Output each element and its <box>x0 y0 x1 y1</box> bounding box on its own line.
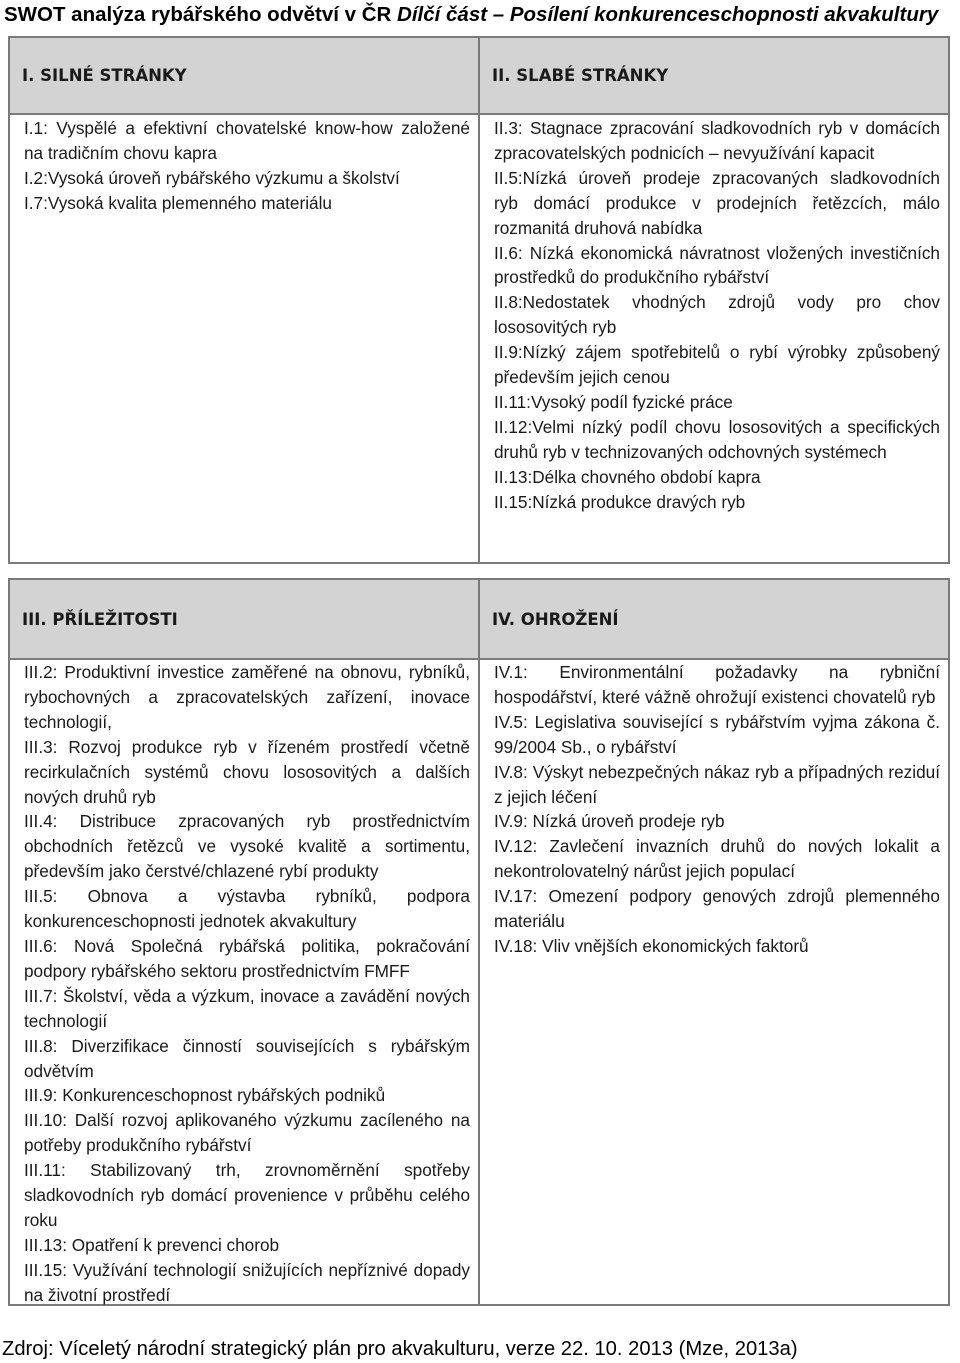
swot-table-opportunities-threats <box>8 578 950 1306</box>
swot-item: III.2: Produktivní investice zaměřené na obnovu, rybníků, rybochovných a zpracovatelských zařízení, inovace technologií, <box>24 662 470 732</box>
swot-item: I.2:Vysoká úroveň rybářského výzkumu a školství <box>24 167 400 188</box>
swot-item: I.7:Vysoká kvalita plemenného materiálu <box>24 192 332 213</box>
swot-item: III.7: Školství, věda a výzkum, inovace a zavádění nových technologií <box>24 985 470 1031</box>
swot-table-strengths-weaknesses <box>8 36 950 564</box>
page-title-bold: SWOT analýza rybářského odvětví v ČR <box>4 3 398 26</box>
swot-item: II.12:Velmi nízký podíl chovu lososovitých a specifických druhů ryb v technizovaných odchovných systémech <box>494 416 940 462</box>
swot-item: II.9:Nízký zájem spotřebitelů o rybí výrobky způsobený především jejich cenou <box>494 342 940 388</box>
swot-item: III.8: Diverzifikace činností souvisejících s rybářským odvětvím <box>24 1035 470 1081</box>
swot-item: III.6: Nová Společná rybářská politika, pokračování podpory rybářského sektoru prostřednictvím FMFF <box>24 935 470 981</box>
swot-item: III.3: Rozvoj produkce ryb v řízeném prostředí včetně recirkulačních systémů chovu lososovitých a dalších nových druhů ryb <box>24 736 470 807</box>
swot-item: IV.17: Omezení podpory genových zdrojů plemenného materiálu <box>494 886 940 932</box>
swot-item: II.8:Nedostatek vhodných zdrojů vody pro chov lososovitých ryb <box>494 292 940 338</box>
opportunities-list <box>24 660 470 1308</box>
swot-item: III.4: Distribuce zpracovaných ryb prostřednictvím obchodních řetězců ve vysoké kvalitě a sortimentu, především jako čerstvé/chlazené rybí produkty <box>24 811 470 882</box>
swot-item: I.1: Vyspělé a efektivní chovatelské know-how založené na tradičním chovu kapra <box>24 118 470 163</box>
column-divider <box>478 580 480 1304</box>
weaknesses-header: II. SLABÉ STRÁNKY <box>480 38 948 113</box>
swot-item: III.5: Obnova a výstavba rybníků, podpora konkurenceschopnosti jednotek akvakultury <box>24 886 470 932</box>
swot-item: II.11:Vysoký podíl fyzické práce <box>494 391 733 412</box>
threats-list <box>494 660 940 959</box>
swot-item: II.3: Stagnace zpracování sladkovodních ryb v domácích zpracovatelských podnicích – nevyužívání kapacit <box>494 118 940 163</box>
swot-item: IV.9: Nízká úroveň prodeje ryb <box>494 811 725 832</box>
swot-item: IV.12: Zavlečení invazních druhů do nových lokalit a nekontrolovatelný nárůst jejich populací <box>494 836 940 882</box>
swot-item: II.15:Nízká produkce dravých ryb <box>494 491 746 512</box>
swot-item: IV.18: Vliv vnějších ekonomických faktorů <box>494 935 809 956</box>
page-title <box>4 2 956 28</box>
swot-item: III.13: Opatření k prevenci chorob <box>24 1234 280 1255</box>
swot-item: III.15: Využívání technologií snižujících nepříznivé dopady na životní prostředí <box>24 1259 470 1305</box>
strengths-list <box>24 116 470 216</box>
weaknesses-list <box>494 116 940 515</box>
swot-item: III.9: Konkurenceschopnost rybářských podniků <box>24 1085 386 1106</box>
swot-item: II.6: Nízká ekonomická návratnost vložených investičních prostředků do produkčního rybářství <box>494 242 940 288</box>
swot-item: IV.5: Legislativa související s rybářstvím vyjma zákona č. 99/2004 Sb., o rybářství <box>494 711 940 757</box>
source-caption: Zdroj: Víceletý národní strategický plán pro akvakulturu, verze 22. 10. 2013 (Mze, 2013a) <box>2 1338 798 1360</box>
swot-item: III.11: Stabilizovaný trh, zrovnoměrnění spotřeby sladkovodních ryb domácí provenience v průběhu celého roku <box>24 1160 470 1230</box>
column-divider <box>478 38 480 562</box>
swot-item: II.5:Nízká úroveň prodeje zpracovaných sladkovodních ryb domácí produkce v prodejních řetězcích, málo rozmanitá druhová nabídka <box>494 167 940 238</box>
swot-item: IV.8: Výskyt nebezpečných nákaz ryb a případných reziduí z jejich léčení <box>494 761 940 807</box>
swot-item: IV.1: Environmentální požadavky na rybniční hospodářství, které vážně ohrožují existenci chovatelů ryb <box>494 662 940 707</box>
threats-header: IV. OHROŽENÍ <box>480 580 948 658</box>
page-title-italic: Dílčí část – Posílení konkurenceschopnosti akvakultury <box>397 3 939 26</box>
swot-item: III.10: Další rozvoj aplikovaného výzkumu zacíleného na potřeby produkčního rybářství <box>24 1110 470 1156</box>
opportunities-header: III. PŘÍLEŽITOSTI <box>10 580 478 658</box>
swot-item: II.13:Délka chovného období kapra <box>494 466 761 487</box>
strengths-header: I. SILNÉ STRÁNKY <box>10 38 478 113</box>
